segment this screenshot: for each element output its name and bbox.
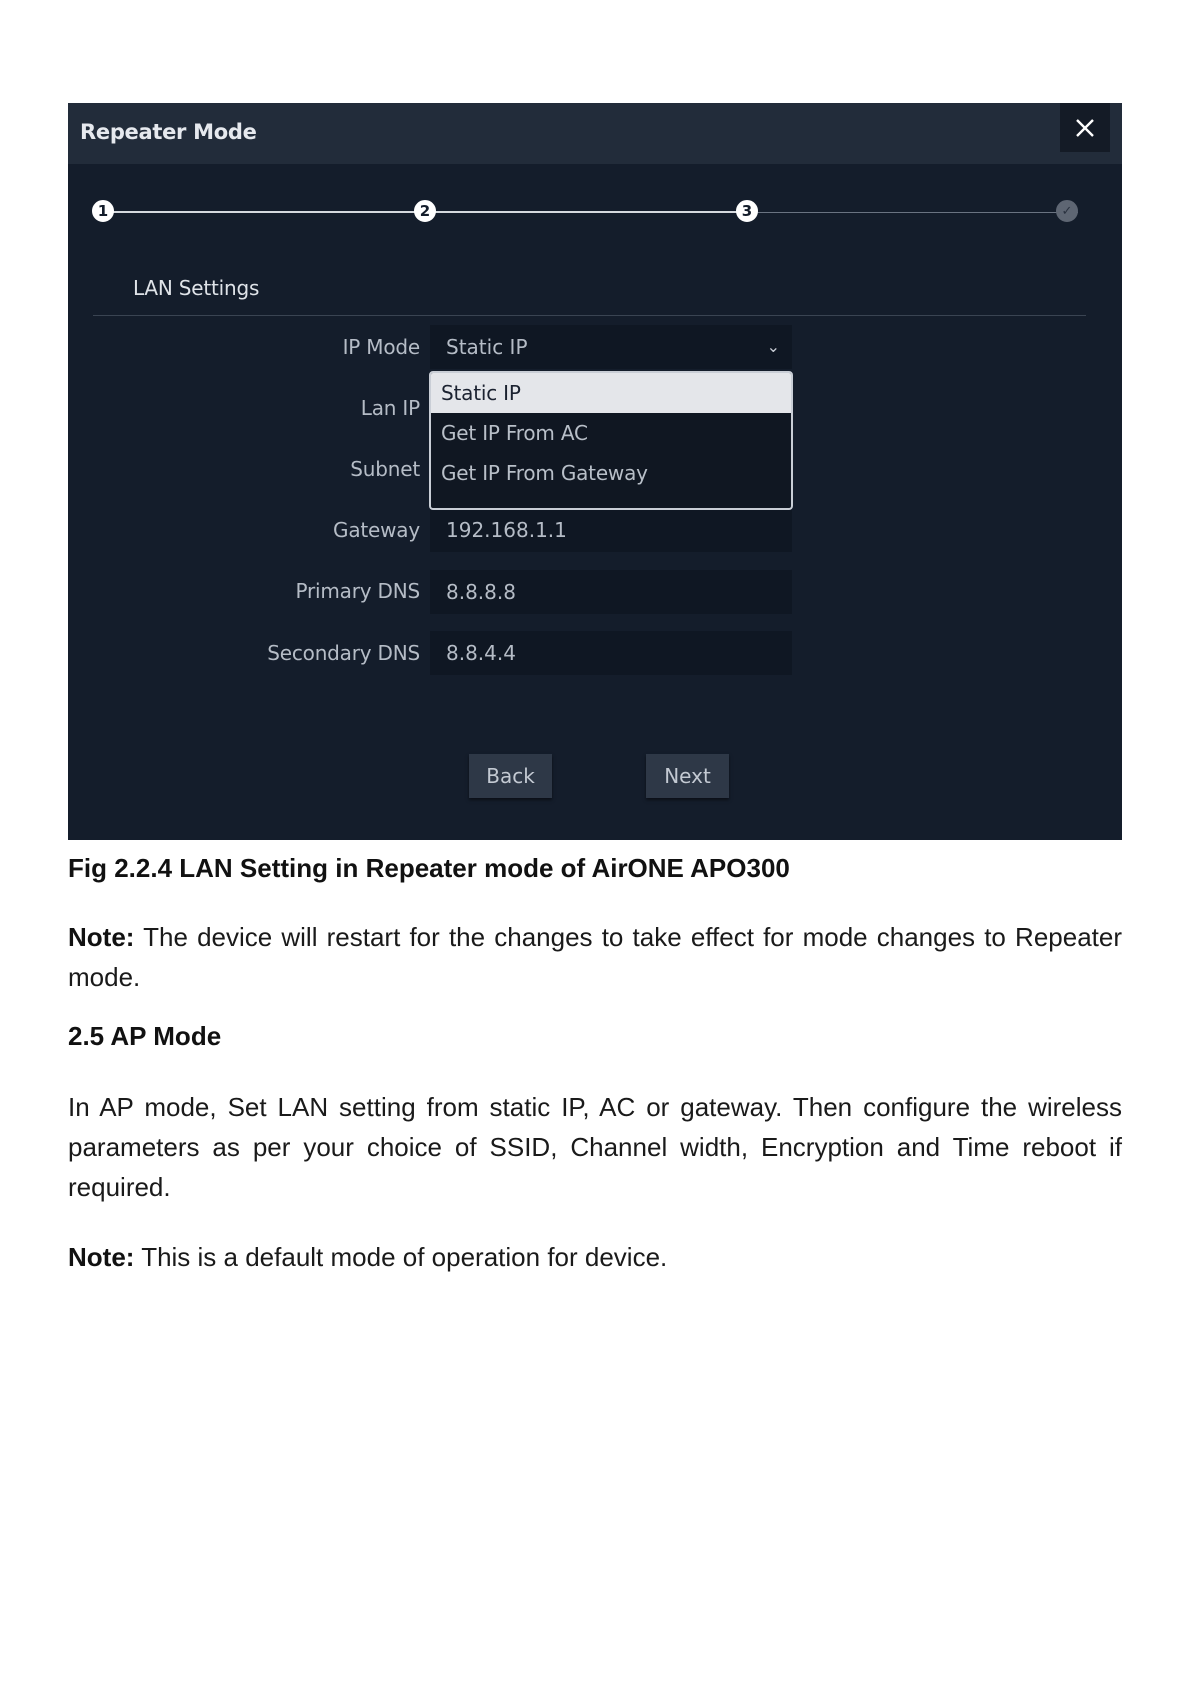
step-1: 1 — [92, 200, 114, 222]
subnet-label: Subnet — [350, 457, 420, 481]
back-button[interactable]: Back — [469, 754, 552, 798]
secondary-dns-input[interactable]: 8.8.4.4 — [430, 631, 792, 675]
note-text: This is a default mode of operation for device. — [134, 1242, 668, 1272]
repeater-mode-dialog — [68, 103, 1122, 840]
gateway-label: Gateway — [333, 518, 420, 542]
step-2: 2 — [414, 200, 436, 222]
section-title: LAN Settings — [133, 276, 260, 300]
lan-ip-label: Lan IP — [360, 396, 420, 420]
note-text: The device will restart for the changes to take effect for mode changes to Repeater mode. — [68, 922, 1122, 992]
option-get-ip-from-gateway[interactable]: Get IP From Gateway — [441, 461, 648, 485]
close-button[interactable] — [1060, 103, 1110, 152]
dialog-header — [68, 103, 1122, 164]
note-label: Note: — [68, 922, 135, 952]
close-icon — [1073, 116, 1097, 140]
ip-mode-label: IP Mode — [342, 335, 420, 359]
note-restart — [68, 917, 1122, 997]
primary-dns-input[interactable]: 8.8.8.8 — [430, 570, 792, 614]
step-finish-check-icon: ✓ — [1056, 200, 1078, 222]
figure-caption: Fig 2.2.4 LAN Setting in Repeater mode of AirONE APO300 — [68, 853, 790, 883]
note-default-mode — [68, 1237, 1122, 1277]
ap-mode-paragraph: In AP mode, Set LAN setting from static IP, AC or gateway. Then configure the wireless parameters as per your choice of SSID, Channel width, Encryption and Time reboot if required. — [68, 1092, 1122, 1202]
section-divider — [93, 315, 1086, 316]
ip-mode-value: Static IP — [446, 335, 528, 359]
ip-mode-select[interactable] — [430, 325, 792, 369]
option-static-ip[interactable]: Static IP — [431, 373, 791, 413]
ip-mode-dropdown — [429, 371, 793, 510]
next-button[interactable]: Next — [646, 754, 729, 798]
section-heading: 2.5 AP Mode — [68, 1021, 222, 1051]
stepper-line-pending — [756, 212, 1078, 213]
chevron-down-icon: ⌄ — [766, 337, 780, 356]
note-label: Note: — [68, 1242, 135, 1272]
secondary-dns-label: Secondary DNS — [267, 641, 420, 665]
primary-dns-label: Primary DNS — [295, 579, 420, 603]
step-3: 3 — [736, 200, 758, 222]
gateway-input[interactable]: 192.168.1.1 — [430, 508, 792, 552]
option-get-ip-from-ac[interactable]: Get IP From AC — [441, 421, 588, 445]
dialog-title: Repeater Mode — [80, 120, 257, 144]
